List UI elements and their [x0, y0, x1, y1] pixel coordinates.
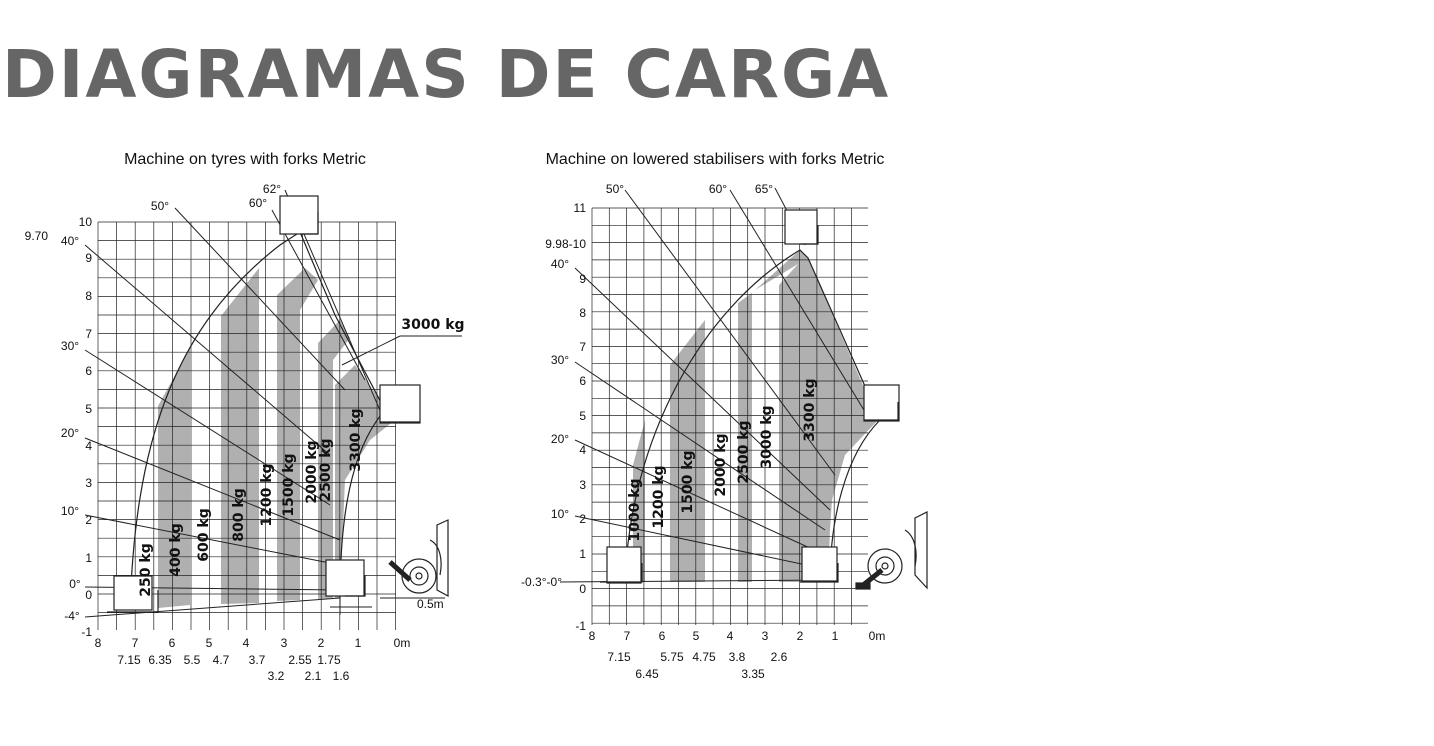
band-label: 400 kg [168, 523, 184, 577]
angle-label: 50° [150, 199, 170, 213]
angle-label: -4° [64, 609, 80, 623]
angle-label: 20° [550, 432, 570, 446]
y-tick: 5 [85, 402, 92, 416]
machine-icon [856, 512, 927, 589]
angle-label: 60° [708, 182, 728, 196]
x-sub-tick: 3.35 [741, 667, 765, 681]
x-sub-tick: 5.75 [660, 650, 684, 664]
x-sub-tick: 6.35 [148, 653, 172, 667]
x-sub-tick: 3.8 [728, 650, 746, 664]
x-sub-tick: 4.7 [212, 653, 230, 667]
band-label: 1000 kg [627, 478, 643, 542]
x-sub-tick: 7.15 [117, 653, 141, 667]
chart-title: Machine on lowered stabilisers with forks Metric [545, 151, 885, 168]
x-tick: 5 [205, 636, 213, 650]
band-1500-area [277, 268, 318, 601]
page-title: DIAGRAMAS DE CARGA [2, 36, 891, 113]
x-sub-tick: 6.45 [635, 667, 659, 681]
y-tick: 9 [85, 251, 92, 265]
y-tick: 9.98-10 [545, 237, 586, 251]
angle-label: 10° [60, 504, 80, 518]
band-label: 3300 kg [802, 378, 818, 442]
y-tick: 5 [579, 409, 586, 423]
x-tick: 2 [796, 629, 804, 643]
band-label: 3000 kg [759, 405, 775, 469]
y-tick: 10 [78, 215, 92, 229]
angle-label: 60° [248, 196, 268, 210]
load-chart-tyres [0, 0, 500, 700]
angle-label: 0° [69, 577, 81, 591]
y-tick: 1 [579, 547, 586, 561]
x-sub-tick: 1.75 [317, 653, 341, 667]
y-tick: 9 [579, 272, 586, 286]
y-tick: 3 [579, 478, 586, 492]
band-label: 1200 kg [259, 463, 275, 527]
y-tick: 4 [85, 439, 92, 453]
band-label: 3300 kg [348, 408, 364, 472]
x-tick: 3 [280, 636, 288, 650]
band-3300-area [779, 258, 878, 582]
angle-label: 40° [550, 257, 570, 271]
x-tick: 3 [761, 629, 769, 643]
band-label-3000: 3000 kg [401, 317, 465, 333]
band-800-area [221, 268, 259, 604]
x-sub-tick: 3.7 [248, 653, 266, 667]
y-tick: 8 [85, 289, 92, 303]
x-tick: 0m [393, 636, 411, 650]
y-tick: -1 [575, 619, 586, 633]
y-tick: 8 [579, 306, 586, 320]
x-sub-tick: 2.1 [304, 669, 322, 683]
angle-label: 30° [550, 353, 570, 367]
angle-label: 40° [60, 234, 80, 248]
x-tick: 7 [131, 636, 139, 650]
y-tick: 6 [579, 374, 586, 388]
x-sub-tick: 4.75 [692, 650, 716, 664]
x-sub-tick: 1.6 [332, 669, 350, 683]
x-tick: 5 [692, 629, 700, 643]
band-label: 2000 kg [713, 433, 729, 497]
band-label: 800 kg [231, 488, 247, 542]
y-tick: 7 [85, 327, 92, 341]
band-label: 250 kg [138, 543, 154, 597]
angle-label: 62° [262, 182, 282, 196]
y-tick: -1 [81, 625, 92, 639]
x-sub-tick: 2.55 [288, 653, 312, 667]
y-special: -0.3°-0° [521, 575, 562, 589]
band-label: 1500 kg [281, 453, 297, 517]
band-label: 1200 kg [651, 465, 667, 529]
x-tick: 7 [623, 629, 631, 643]
band-label: 1500 kg [680, 450, 696, 514]
y-tick: 2 [85, 513, 92, 527]
band-label: 2500 kg [736, 420, 752, 484]
angle-label: 50° [605, 182, 625, 196]
y-tick: 6 [85, 364, 92, 378]
x-sub-tick: 2.6 [770, 650, 788, 664]
angle-label: 20° [60, 426, 80, 440]
x-tick: 0m [868, 629, 886, 643]
x-tick: 4 [726, 629, 734, 643]
x-tick: 8 [588, 629, 596, 643]
y-tick: 3 [85, 476, 92, 490]
y-tick: 0 [85, 588, 92, 602]
band-label: 2500 kg [318, 438, 334, 502]
load-chart-stabilisers [500, 0, 1000, 700]
y-tick: 2 [579, 512, 586, 526]
y-tick: 0 [579, 582, 586, 596]
x-sub-tick: 3.2 [267, 669, 285, 683]
band-label: 600 kg [196, 508, 212, 562]
y-tick: 1 [85, 551, 92, 565]
angle-label: 65° [754, 182, 774, 196]
y-special: 9.70 [24, 229, 48, 243]
x-sub-tick: 5.5 [183, 653, 201, 667]
x-tick: 6 [168, 636, 176, 650]
machine-icon [390, 520, 448, 596]
y-tick: 7 [579, 340, 586, 354]
x-tick: 4 [242, 636, 250, 650]
x-tick: 2 [317, 636, 325, 650]
x-sub-tick: 7.15 [607, 650, 631, 664]
x-tick: 8 [94, 636, 102, 650]
x-tick: 1 [831, 629, 839, 643]
y-tick: 11 [573, 201, 586, 215]
y-tick: 4 [579, 443, 586, 457]
angle-label: 10° [550, 507, 570, 521]
angle-label: 30° [60, 339, 80, 353]
x-tick: 1 [354, 636, 362, 650]
chart-title: Machine on tyres with forks Metric [124, 151, 366, 168]
annotation-0-5m: 0.5m [417, 597, 444, 611]
x-tick: 6 [658, 629, 666, 643]
band-label: 2000 kg [304, 440, 320, 504]
load-bands [633, 250, 878, 582]
